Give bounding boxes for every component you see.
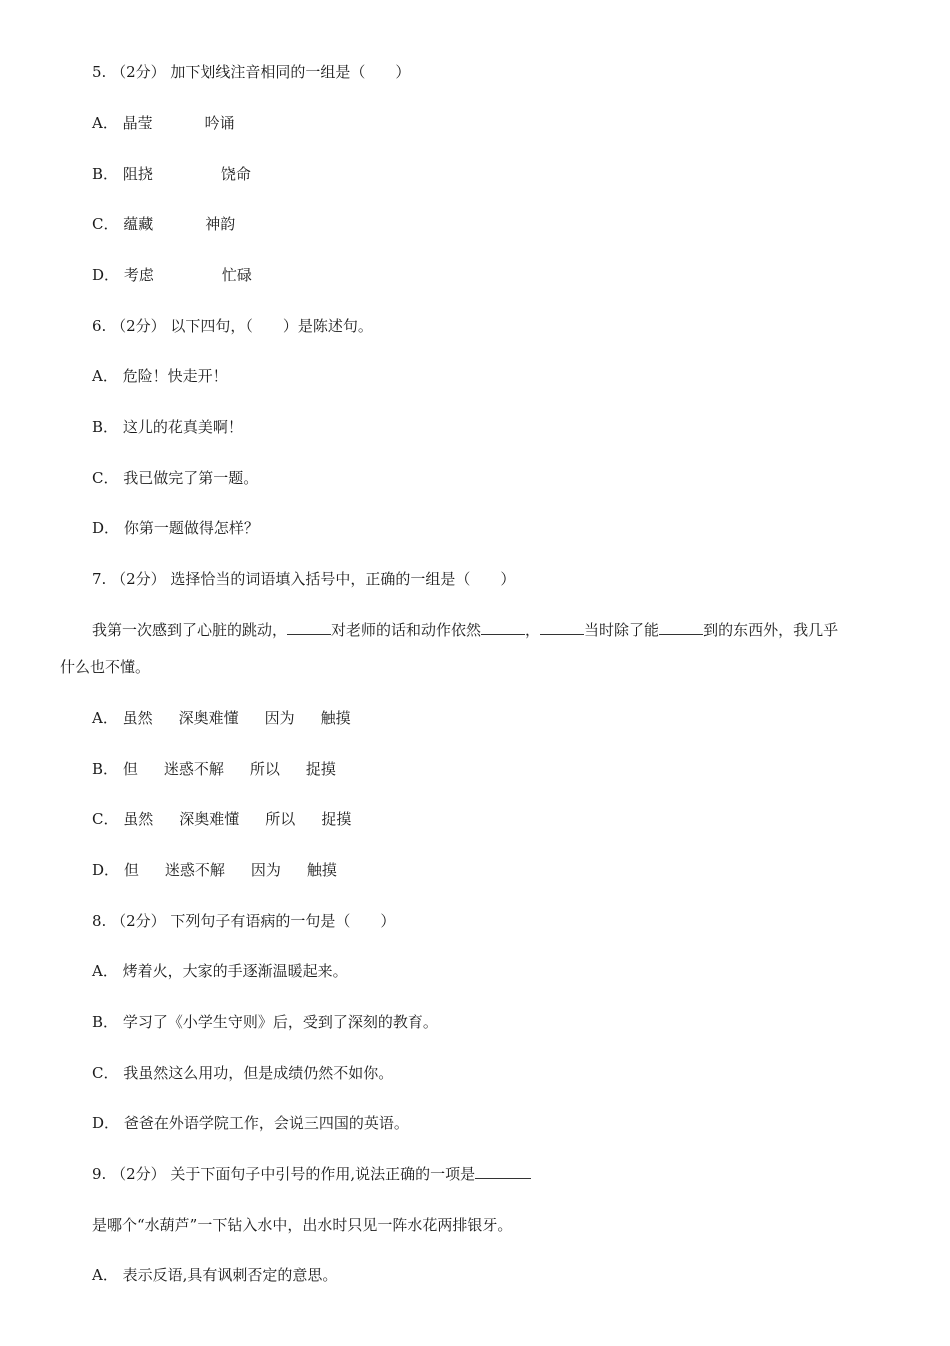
q6-option-b[interactable]: B． 这儿的花真美啊！ <box>92 418 243 436</box>
blank-2 <box>481 620 525 635</box>
q8-option-b[interactable]: B． 学习了《小学生守则》后，受到了深刻的教育。 <box>92 1013 438 1031</box>
q8-option-d[interactable]: D． 爸爸在外语学院工作，会说三四国的英语。 <box>92 1114 409 1132</box>
q6-option-c[interactable]: C． 我已做完了第一题。 <box>92 469 259 487</box>
q8-option-a[interactable]: A． 烤着火，大家的手逐渐温暖起来。 <box>92 962 348 980</box>
q7-option-a[interactable]: A． 虽然 深奥难懂 因为 触摸 <box>92 709 351 727</box>
blank-1 <box>287 620 331 635</box>
blank-3 <box>540 620 584 635</box>
q5-option-a[interactable]: A． 晶莹 吟诵 <box>92 114 235 132</box>
q6-option-d[interactable]: D． 你第一题做得怎样？ <box>92 519 259 537</box>
q6-option-a[interactable]: A． 危险！快走开！ <box>92 367 228 385</box>
question-7-header: 7. （2分） 选择恰当的词语填入括号中，正确的一组是（ ） <box>92 570 516 588</box>
q9-passage: 是哪个“水葫芦”一下钻入水中，出水时只见一阵水花两排银牙。 <box>92 1216 513 1234</box>
q5-option-d[interactable]: D． 考虑 忙碌 <box>92 266 252 284</box>
q7-option-b[interactable]: B． 但 迷惑不解 所以 捉摸 <box>92 760 336 778</box>
question-5-header: 5. （2分） 加下划线注音相同的一组是（ ） <box>92 63 411 81</box>
q8-option-c[interactable]: C． 我虽然这么用功，但是成绩仍然不如你。 <box>92 1064 394 1082</box>
q5-option-c[interactable]: C． 蕴藏 神韵 <box>92 215 236 233</box>
question-9-header: 9. （2分） 关于下面句子中引号的作用,说法正确的一项是 <box>92 1164 531 1184</box>
q7-passage-line2: 什么也不懂。 <box>60 658 151 676</box>
q9-option-a[interactable]: A． 表示反语,具有讽刺否定的意思。 <box>92 1266 338 1284</box>
question-8-header: 8. （2分） 下列句子有语病的一句是（ ） <box>92 912 396 930</box>
blank-4 <box>659 620 703 635</box>
q7-option-d[interactable]: D． 但 迷惑不解 因为 触摸 <box>92 861 337 879</box>
q7-passage-line1: 我第一次感到了心脏的跳动， 对老师的话和动作依然 ， 当时除了能 到的东西外，我几乎 <box>92 621 839 639</box>
answer-blank[interactable] <box>475 1164 531 1179</box>
question-6-header: 6. （2分） 以下四句，（ ）是陈述句。 <box>92 317 373 335</box>
q5-option-b[interactable]: B． 阻挠 饶命 <box>92 165 251 183</box>
q7-option-c[interactable]: C． 虽然 深奥难懂 所以 捉摸 <box>92 810 352 828</box>
